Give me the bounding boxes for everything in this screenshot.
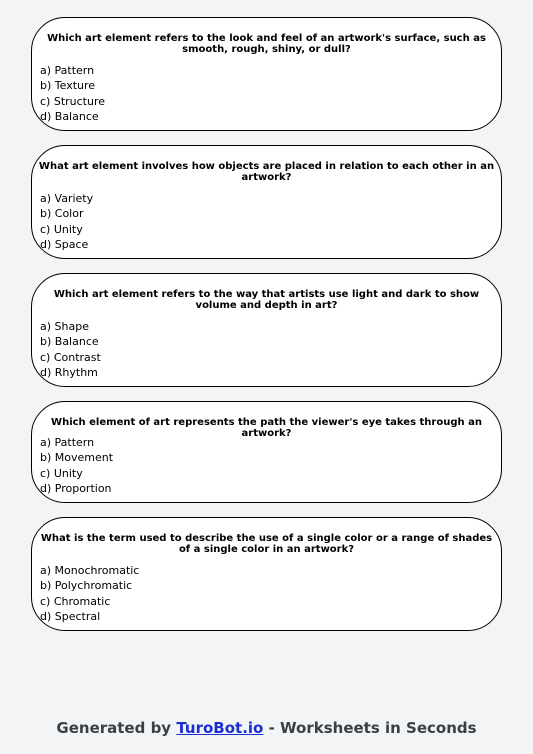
options-list — [40, 191, 93, 252]
options-list — [40, 63, 105, 124]
question-card — [31, 145, 502, 259]
option: d) Balance — [40, 109, 99, 123]
options-list — [40, 435, 113, 496]
option: b) Movement — [40, 451, 114, 465]
option: a) Monochromatic — [40, 564, 140, 577]
question-text: Which art element refers to the look and feel of an artwork's surface, such as smooth, rough, shiny, or dull? — [47, 33, 486, 55]
option: a) Pattern — [40, 64, 95, 77]
option: d) Rhythm — [40, 365, 98, 379]
question-card — [31, 273, 502, 387]
option: b) Balance — [40, 335, 99, 349]
question-card — [31, 401, 502, 503]
question-card — [31, 17, 502, 131]
option: d) Space — [40, 237, 89, 251]
footer-prefix: Generated by — [56, 719, 172, 737]
question-text: What art element involves how objects are placed in relation to each other in an artwork? — [38, 161, 495, 183]
footer — [0, 719, 533, 737]
option: c) Chromatic — [40, 594, 111, 608]
turobot-link[interactable]: TuroBot.io — [176, 719, 264, 737]
question-text: What is the term used to describe the use of a single color or a range of shades of a single color in an artwork? — [40, 533, 493, 555]
option: a) Shape — [40, 320, 89, 333]
option: c) Contrast — [40, 350, 101, 364]
options-list — [40, 319, 101, 380]
option: b) Texture — [40, 79, 96, 93]
question-card — [31, 517, 502, 631]
question-text: Which element of art represents the path the viewer's eye takes through an artwork? — [51, 417, 482, 439]
option: d) Spectral — [40, 609, 101, 623]
option: c) Unity — [40, 222, 83, 236]
question-text: Which art element refers to the way that artists use light and dark to show volume and depth in art? — [53, 289, 480, 311]
option: b) Color — [40, 207, 84, 221]
option: a) Pattern — [40, 436, 95, 449]
options-list — [40, 563, 139, 624]
option: c) Structure — [40, 94, 106, 108]
footer-suffix: - Worksheets in Seconds — [268, 719, 477, 737]
option: d) Proportion — [40, 481, 112, 495]
option: b) Polychromatic — [40, 579, 133, 593]
option: a) Variety — [40, 192, 94, 205]
option: c) Unity — [40, 466, 83, 480]
